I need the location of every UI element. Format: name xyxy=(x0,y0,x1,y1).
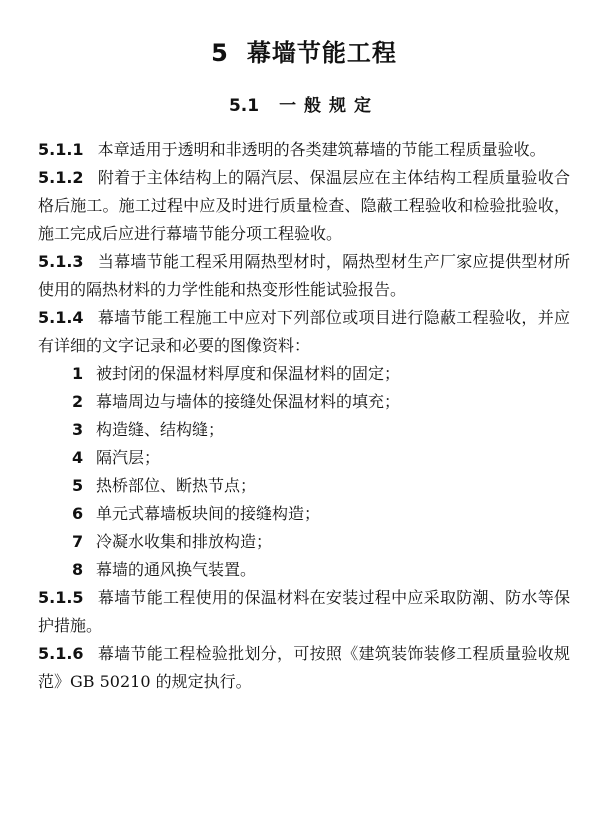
chapter-number: 5 xyxy=(211,39,229,67)
clause-5-1-1 xyxy=(38,136,570,164)
item-number: 7 xyxy=(72,532,84,551)
section-title xyxy=(38,94,570,118)
list-item xyxy=(72,388,570,416)
clause-5-1-3 xyxy=(38,248,570,304)
item-text: 隔汽层； xyxy=(96,448,161,467)
list-item xyxy=(72,444,570,472)
list-item xyxy=(72,472,570,500)
item-text: 单元式幕墙板块间的接缝构造； xyxy=(96,504,321,523)
item-text: 被封闭的保温材料厚度和保温材料的固定； xyxy=(96,364,401,383)
item-number: 2 xyxy=(72,392,84,411)
clause-5-1-5 xyxy=(38,584,570,640)
list-item xyxy=(72,360,570,388)
clause-5-1-6 xyxy=(38,640,570,696)
clause-5-1-4 xyxy=(38,304,570,360)
list-item xyxy=(72,556,570,584)
item-text: 幕墙的通风换气装置。 xyxy=(96,560,257,579)
clause-number: 5.1.1 xyxy=(38,140,84,159)
item-number: 4 xyxy=(72,448,84,467)
list-item xyxy=(72,528,570,556)
clause-5-1-4-item-list xyxy=(38,360,570,584)
list-item xyxy=(72,500,570,528)
clause-text: 幕墙节能工程使用的保温材料在安装过程中应采取防潮、防水等保护措施。 xyxy=(38,588,570,635)
chapter-title-text: 幕墙节能工程 xyxy=(246,39,397,67)
chapter-title xyxy=(38,36,570,70)
item-number: 1 xyxy=(72,364,84,383)
clause-number: 5.1.3 xyxy=(38,252,84,271)
item-text: 冷凝水收集和排放构造； xyxy=(96,532,273,551)
section-title-text: 一般规定 xyxy=(279,96,380,116)
item-number: 3 xyxy=(72,420,84,439)
clause-text: 当幕墙节能工程采用隔热型材时，隔热型材生产厂家应提供型材所使用的隔热材料的力学性能和热变形性能试验报告。 xyxy=(38,252,570,299)
section-number: 5.1 xyxy=(228,96,260,116)
item-number: 8 xyxy=(72,560,84,579)
clause-text: 附着于主体结构上的隔汽层、保温层应在主体结构工程质量验收合格后施工。施工过程中应及时进行质量检查、隐蔽工程验收和检验批验收，施工完成后应进行幕墙节能分项工程验收。 xyxy=(38,168,570,243)
item-number: 5 xyxy=(72,476,84,495)
clause-number: 5.1.6 xyxy=(38,644,84,663)
clause-number: 5.1.5 xyxy=(38,588,84,607)
clause-text: 本章适用于透明和非透明的各类建筑幕墙的节能工程质量验收。 xyxy=(97,140,546,159)
item-number: 6 xyxy=(72,504,84,523)
item-text: 幕墙周边与墙体的接缝处保温材料的填充； xyxy=(96,392,401,411)
clause-5-1-2 xyxy=(38,164,570,248)
clause-text: 幕墙节能工程施工中应对下列部位或项目进行隐蔽工程验收，并应有详细的文字记录和必要的图像资料： xyxy=(38,308,570,355)
item-text: 构造缝、结构缝； xyxy=(96,420,225,439)
clause-number: 5.1.2 xyxy=(38,168,84,187)
list-item xyxy=(72,416,570,444)
clause-text: 幕墙节能工程检验批划分，可按照《建筑装饰装修工程质量验收规范》GB 50210 的规定执行。 xyxy=(38,644,570,691)
clause-number: 5.1.4 xyxy=(38,308,84,327)
item-text: 热桥部位、断热节点； xyxy=(96,476,257,495)
